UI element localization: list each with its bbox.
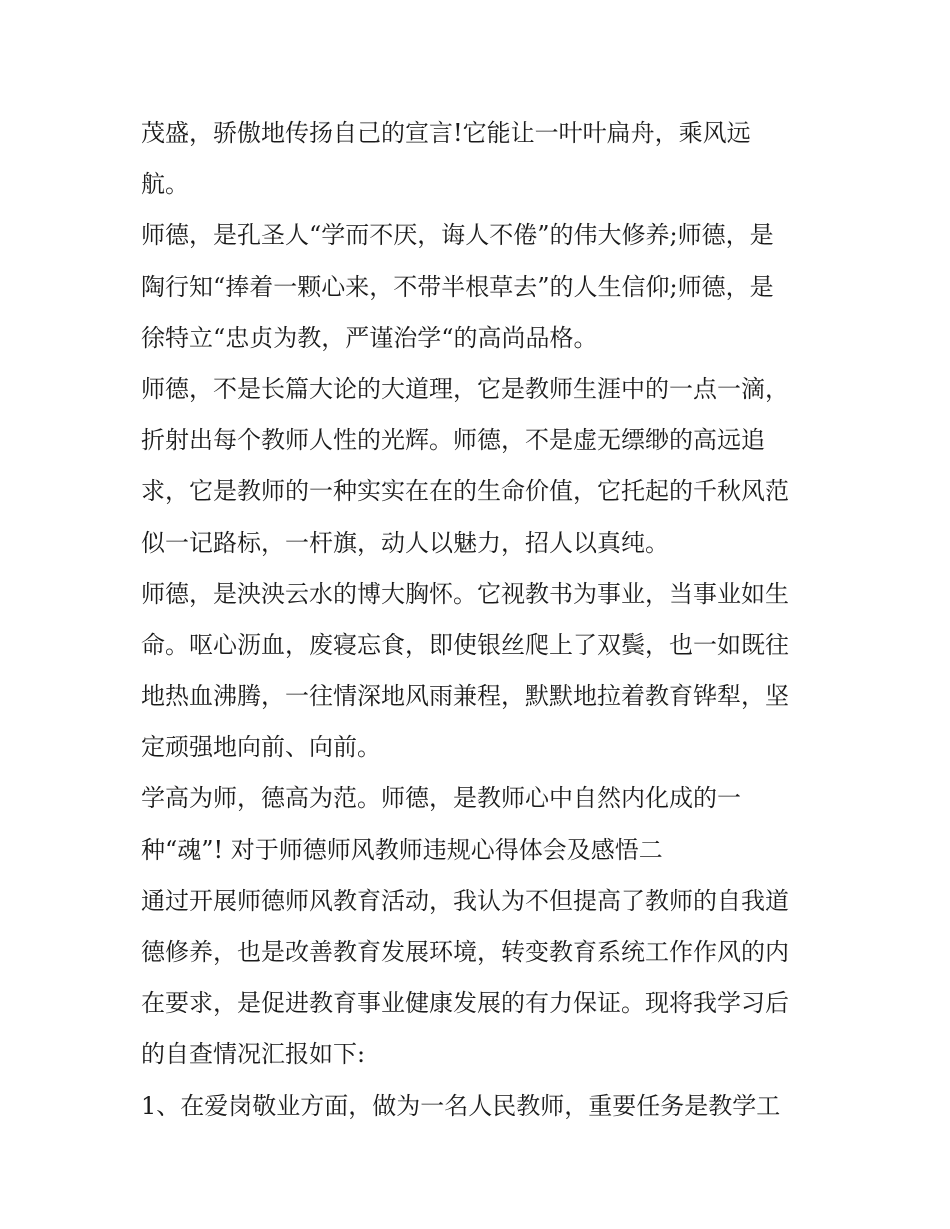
document-body [141,108,821,1132]
text-line-5: 徐特立“忠贞为教，严谨治学“的高尚品格。 [141,323,598,352]
text-line-14: 学高为师，德高为范。师德，是教师心中自然内化成的一 [141,784,741,813]
text-line-9: 似一记路标，一杆旗，动人以魅力，招人以真纯。 [141,528,669,557]
text-line-1: 茂盛，骄傲地传扬自己的宣言!它能让一叶叶扁舟，乘风远 [141,119,751,147]
text-line-18: 在要求，是促进教育事业健康发展的有力保证。现将我学习后 [141,989,789,1018]
text-line-4: 陶行知“捧着一颗心来，不带半根草去”的人生信仰;师德，是 [141,272,774,301]
text-line-2: 航。 [141,170,189,199]
text-line-12: 地热血沸腾，一往情深地风雨兼程，默默地拉着教育铧犁，坚 [141,682,789,711]
text-line-16: 通过开展师德师风教育活动，我认为不但提高了教师的自我道 [141,886,789,915]
text-line-3: 师德，是孔圣人“学而不厌，诲人不倦”的伟大修养;师德，是 [141,221,774,250]
text-line-10: 师德，是泱泱云水的博大胸怀。它视教书为事业，当事业如生 [141,579,789,608]
text-line-6: 师德，不是长篇大论的大道理，它是教师生涯中的一点一滴， [141,374,789,403]
text-line-15: 种“魂”! 对于师德师风教师违规心得体会及感悟二 [141,835,663,864]
text-line-8: 求，它是教师的一种实实在在的生命价值，它托起的千秋风范 [141,477,789,506]
text-line-13: 定顽强地向前、向前。 [141,733,381,762]
text-line-17: 德修养，也是改善教育发展环境，转变教育系统工作作风的内 [141,938,789,966]
text-line-20: 1、在爱岗敬业方面，做为一名人民教师，重要任务是教学工 [141,1091,781,1120]
text-line-11: 命。呕心沥血，废寝忘食，即使银丝爬上了双鬓，也一如既往 [141,630,789,659]
text-line-7: 折射出每个教师人性的光辉。师德，不是虚无缥缈的高远追 [141,426,765,455]
text-line-19: 的自查情况汇报如下: [141,1040,366,1069]
